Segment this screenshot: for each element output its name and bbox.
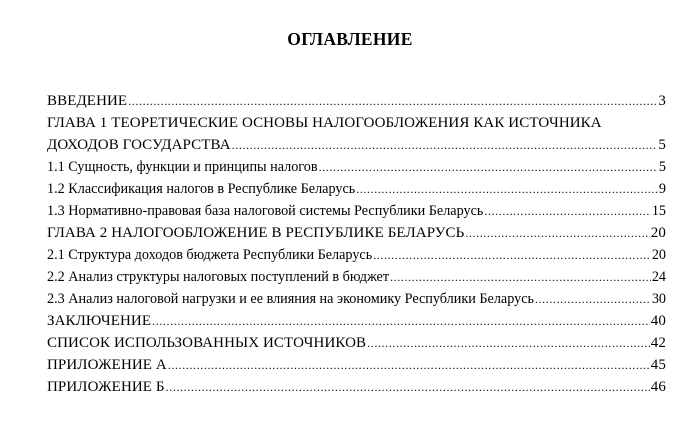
- toc-entry-label: ГЛАВА 2 НАЛОГООБЛОЖЕНИЕ В РЕСПУБЛИКЕ БЕЛАРУСЬ: [47, 225, 465, 241]
- toc-entry-label: 2.1 Структура доходов бюджета Республики Беларусь: [47, 247, 373, 263]
- dot-leader: [535, 288, 651, 310]
- dot-leader: [319, 156, 658, 178]
- dot-leader: [152, 310, 650, 332]
- page-title: ОГЛАВЛЕНИЕ: [287, 29, 413, 49]
- toc-entry-introduction[interactable]: [47, 90, 666, 112]
- toc-page-number: 42: [650, 335, 666, 351]
- toc-entry-section-1-1[interactable]: [47, 156, 666, 178]
- toc-page-number: 5: [658, 159, 666, 175]
- dot-leader: [356, 178, 658, 200]
- toc-entry-section-2-3[interactable]: [47, 288, 666, 310]
- toc-entry-label: ДОХОДОВ ГОСУДАРСТВА: [47, 137, 231, 153]
- toc-entry-label: 2.3 Анализ налоговой нагрузки и ее влияния на экономику Республики Беларусь: [47, 291, 534, 307]
- toc-entry-label: 1.3 Нормативно-правовая база налоговой системы Республики Беларусь: [47, 203, 484, 219]
- toc-entry-sources[interactable]: [47, 332, 666, 354]
- toc-entry-label: 1.1 Сущность, функции и принципы налогов: [47, 159, 318, 175]
- toc-page-number: 9: [658, 181, 666, 197]
- toc-entry-label: СПИСОК ИСПОЛЬЗОВАННЫХ ИСТОЧНИКОВ: [47, 335, 367, 351]
- toc-entry-appendix-b[interactable]: [47, 376, 666, 398]
- toc-page-number: 3: [658, 93, 666, 109]
- toc-entry-chapter2[interactable]: [47, 222, 666, 244]
- dot-leader: [232, 134, 658, 156]
- toc-entry-label: ЗАКЛЮЧЕНИЕ: [47, 313, 152, 329]
- toc-page-number: 20: [650, 225, 666, 241]
- toc-entry-section-2-2[interactable]: [47, 266, 666, 288]
- dot-leader: [465, 222, 649, 244]
- dot-leader: [168, 354, 650, 376]
- toc-entry-section-1-3[interactable]: [47, 200, 666, 222]
- toc-entry-label: ПРИЛОЖЕНИЕ Б: [47, 379, 165, 395]
- toc-entry-label: ВВЕДЕНИЕ: [47, 93, 128, 109]
- dot-leader: [484, 200, 650, 222]
- dot-leader: [128, 90, 657, 112]
- toc-entry-chapter1[interactable]: [47, 134, 666, 156]
- toc-page-number: 15: [651, 203, 666, 219]
- dot-leader: [166, 376, 650, 398]
- toc-entry-label: 2.2 Анализ структуры налоговых поступлений в бюджет: [47, 269, 390, 285]
- toc-page-number: 20: [651, 247, 666, 263]
- dot-leader: [373, 244, 651, 266]
- toc-entry-label: 1.2 Классификация налогов в Республике Беларусь: [47, 181, 356, 197]
- toc-page-number: 5: [658, 137, 666, 153]
- toc-entry-conclusion[interactable]: [47, 310, 666, 332]
- toc-page-number: 24: [651, 269, 666, 285]
- toc-page-number: 40: [650, 313, 666, 329]
- toc-entry-chapter1-line1[interactable]: ГЛАВА 1 ТЕОРЕТИЧЕСКИЕ ОСНОВЫ НАЛОГООБЛОЖЕНИЯ КАК ИСТОЧНИКА: [47, 115, 602, 131]
- dot-leader: [367, 332, 650, 354]
- toc-entry-label: ПРИЛОЖЕНИЕ А: [47, 357, 167, 373]
- table-of-contents: [47, 90, 666, 398]
- toc-entry-appendix-a[interactable]: [47, 354, 666, 376]
- toc-page-number: 30: [651, 291, 666, 307]
- dot-leader: [390, 266, 651, 288]
- toc-page-number: 45: [650, 357, 666, 373]
- toc-entry-section-1-2[interactable]: [47, 178, 666, 200]
- toc-page-number: 46: [650, 379, 666, 395]
- toc-entry-section-2-1[interactable]: [47, 244, 666, 266]
